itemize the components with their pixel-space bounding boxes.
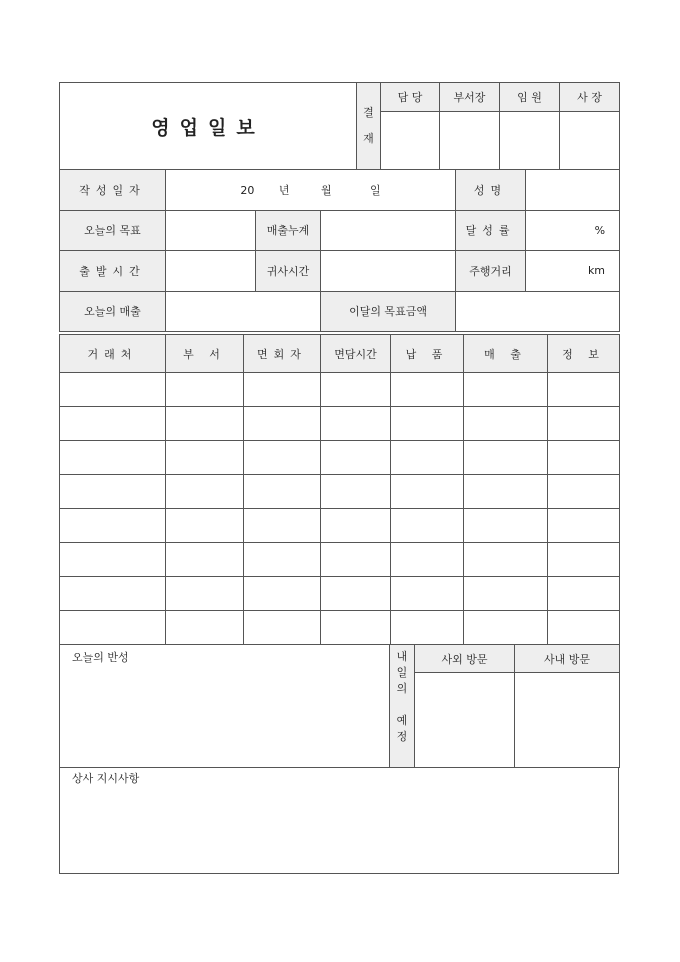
cell-sales[interactable] [464, 611, 548, 645]
external-visit-label: 사외 방문 [415, 645, 515, 673]
internal-visit-label: 사내 방문 [515, 645, 620, 673]
return-label: 귀사시간 [256, 251, 321, 292]
cell-department[interactable] [166, 577, 244, 611]
header-client: 거래처 [60, 335, 166, 373]
tomorrow-char-1: 내 [396, 650, 408, 663]
cell-department[interactable] [166, 441, 244, 475]
cell-client[interactable] [60, 407, 166, 441]
cell-department[interactable] [166, 611, 244, 645]
cell-info[interactable] [548, 509, 620, 543]
cell-delivery[interactable] [391, 611, 464, 645]
table-row [60, 509, 620, 543]
cell-delivery[interactable] [391, 577, 464, 611]
cell-info[interactable] [548, 543, 620, 577]
cell-info[interactable] [548, 611, 620, 645]
cell-meeting-time[interactable] [321, 611, 391, 645]
achievement-label: 달성률 [456, 210, 526, 251]
date-day-label: 일 [370, 183, 381, 197]
cell-delivery[interactable] [391, 407, 464, 441]
cumulative-sales-field[interactable] [321, 210, 456, 251]
table-row [60, 577, 620, 611]
today-goal-label: 오늘의 목표 [60, 210, 166, 251]
table-row [60, 373, 620, 407]
cell-visitor[interactable] [244, 441, 321, 475]
cell-delivery[interactable] [391, 543, 464, 577]
cell-visitor[interactable] [244, 543, 321, 577]
cell-visitor[interactable] [244, 475, 321, 509]
return-field[interactable] [321, 251, 456, 292]
approval-label-char-2: 재 [363, 132, 374, 145]
today-goal-field[interactable] [166, 210, 256, 251]
approval-signature-staff[interactable] [381, 112, 440, 170]
page-title: 영업일보 [60, 83, 357, 170]
supervisor-label: 상사 지시사항 [72, 772, 140, 785]
tomorrow-char-5: 예 [396, 714, 408, 727]
cell-sales[interactable] [464, 509, 548, 543]
cell-sales[interactable] [464, 475, 548, 509]
tomorrow-char-2: 일 [396, 666, 408, 679]
date-field[interactable] [166, 170, 456, 211]
date-label: 작성일자 [60, 170, 166, 211]
table-row [60, 441, 620, 475]
cell-meeting-time[interactable] [321, 543, 391, 577]
cell-meeting-time[interactable] [321, 441, 391, 475]
name-field[interactable] [526, 170, 620, 211]
header-info: 정 보 [548, 335, 620, 373]
cell-department[interactable] [166, 373, 244, 407]
cell-client[interactable] [60, 509, 166, 543]
client-table-header [60, 335, 620, 373]
approval-label-char-1: 결 [363, 106, 374, 119]
monthly-target-label: 이달의 목표금액 [321, 291, 456, 332]
cell-info[interactable] [548, 373, 620, 407]
supervisor-table [59, 767, 619, 874]
cell-delivery[interactable] [391, 509, 464, 543]
client-table [59, 334, 620, 645]
cell-client[interactable] [60, 543, 166, 577]
tomorrow-char-3: 의 [396, 682, 408, 695]
cell-department[interactable] [166, 407, 244, 441]
today-sales-label: 오늘의 매출 [60, 291, 166, 332]
internal-visit-field[interactable] [515, 673, 620, 768]
cell-info[interactable] [548, 441, 620, 475]
header-table [59, 82, 620, 170]
cell-department[interactable] [166, 475, 244, 509]
client-table-body [60, 373, 620, 645]
achievement-field[interactable] [526, 210, 620, 251]
cell-department[interactable] [166, 543, 244, 577]
monthly-target-field[interactable] [456, 291, 620, 332]
approval-signature-president[interactable] [560, 112, 620, 170]
cell-visitor[interactable] [244, 611, 321, 645]
distance-field[interactable] [526, 251, 620, 292]
cell-meeting-time[interactable] [321, 577, 391, 611]
table-row [60, 611, 620, 645]
cell-meeting-time[interactable] [321, 407, 391, 441]
external-visit-field[interactable] [415, 673, 515, 768]
cell-sales[interactable] [464, 543, 548, 577]
approval-signature-executive[interactable] [500, 112, 560, 170]
departure-label: 출발시간 [60, 251, 166, 292]
reflection-area[interactable] [60, 645, 390, 768]
cell-client[interactable] [60, 475, 166, 509]
header-meeting-time: 면담시간 [321, 335, 391, 373]
cell-info[interactable] [548, 407, 620, 441]
date-prefix: 20 [240, 183, 255, 197]
departure-field[interactable] [166, 251, 256, 292]
cell-delivery[interactable] [391, 441, 464, 475]
name-label: 성명 [456, 170, 526, 211]
cell-sales[interactable] [464, 577, 548, 611]
tomorrow-plan-label [390, 645, 415, 768]
date-year-label: 년 [278, 183, 290, 197]
cell-sales[interactable] [464, 373, 548, 407]
approval-role-president: 사 장 [560, 83, 620, 112]
cell-client[interactable] [60, 373, 166, 407]
cell-meeting-time[interactable] [321, 475, 391, 509]
km-unit: km [587, 264, 606, 278]
table-row [60, 543, 620, 577]
reflection-table [59, 644, 620, 768]
cell-visitor[interactable] [244, 509, 321, 543]
cell-client[interactable] [60, 577, 166, 611]
header-delivery: 납 품 [391, 335, 464, 373]
cell-meeting-time[interactable] [321, 509, 391, 543]
approval-role-executive: 임 원 [500, 83, 560, 112]
cell-delivery[interactable] [391, 373, 464, 407]
date-month-label: 월 [320, 183, 332, 197]
header-visitor: 면회자 [244, 335, 321, 373]
cell-client[interactable] [60, 441, 166, 475]
header-department: 부 서 [166, 335, 244, 373]
cell-delivery[interactable] [391, 475, 464, 509]
cell-visitor[interactable] [244, 407, 321, 441]
approval-role-manager: 부서장 [440, 83, 500, 112]
cell-sales[interactable] [464, 407, 548, 441]
cell-info[interactable] [548, 577, 620, 611]
cell-meeting-time[interactable] [321, 373, 391, 407]
cell-department[interactable] [166, 509, 244, 543]
cell-client[interactable] [60, 611, 166, 645]
approval-role-staff: 담 당 [381, 83, 440, 112]
approval-label [357, 83, 381, 170]
cell-visitor[interactable] [244, 373, 321, 407]
supervisor-area[interactable] [60, 768, 619, 874]
today-sales-field[interactable] [166, 291, 321, 332]
approval-signature-manager[interactable] [440, 112, 500, 170]
cell-visitor[interactable] [244, 577, 321, 611]
cell-info[interactable] [548, 475, 620, 509]
reflection-label: 오늘의 반성 [72, 651, 129, 664]
distance-label: 주행거리 [456, 251, 526, 292]
header-sales: 매 출 [464, 335, 548, 373]
table-row [60, 475, 620, 509]
cell-sales[interactable] [464, 441, 548, 475]
percent-unit: % [594, 223, 606, 237]
info-table [59, 169, 620, 332]
tomorrow-char-6: 정 [396, 730, 408, 743]
table-row [60, 407, 620, 441]
cumulative-sales-label: 매출누계 [256, 210, 321, 251]
